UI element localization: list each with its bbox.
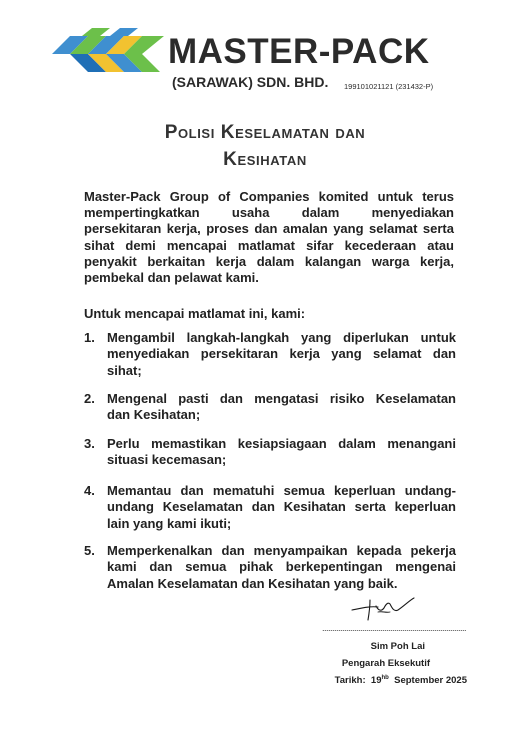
item-line: Amalan Keselamatan dan Kesihatan yang baik.	[107, 575, 398, 591]
intro-line: pembekal dan pelawat kami.	[84, 269, 259, 285]
item-line: situasi kecemasan;	[107, 452, 227, 468]
intro-line: mempertingkatkan usaha dalam menyediakan	[84, 205, 454, 221]
item-number: 2.	[84, 391, 95, 406]
intro-paragraph	[84, 189, 454, 286]
item-line: Perlu memastikan kesiapsiagaan dalam menangani	[107, 436, 456, 451]
item-number: 5.	[84, 543, 95, 558]
date-suffix: hb	[381, 675, 389, 681]
item-line: Mengambil langkah-langkah yang diperlukan untuk	[107, 330, 456, 345]
policy-title-line1: Polisi Keselamatan dan	[164, 122, 366, 143]
policy-title-line2: Kesihatan	[223, 149, 307, 170]
signature-image	[348, 592, 418, 622]
item-number: 4.	[84, 483, 95, 498]
item-number: 1.	[84, 330, 95, 345]
item-line: dan Kesihatan;	[107, 407, 201, 423]
date-day: 19	[370, 675, 382, 687]
signed-date	[0, 675, 467, 686]
item-line: sihat;	[107, 362, 142, 378]
item-line: Mengenal pasti dan mengatasi risiko Keselamatan	[107, 391, 456, 406]
item-line: menyediakan persekitaran kerja yang selamat dan	[107, 346, 456, 362]
item-line: undang Keselamatan dan Kesihatan serta keperluan	[107, 499, 456, 515]
item-line: Memperkenalkan dan menyampaikan kepada pekerja	[107, 543, 456, 558]
date-rest: September 2025	[394, 675, 467, 687]
signer-name: Sim Poh Lai	[370, 641, 425, 652]
item-number: 3.	[84, 436, 95, 451]
signer-role: Pengarah Eksekutif	[341, 658, 430, 669]
item-line: lain yang kami ikuti;	[107, 515, 232, 531]
intro-line: penyakit berkaitan kerja dalam kalangan warga kerja,	[84, 253, 454, 269]
list-lead-text: Untuk mencapai matlamat ini, kami:	[84, 306, 306, 321]
company-logo-icon	[52, 28, 164, 80]
item-line: kami dan semua pihak berkepentingan mengenai	[107, 559, 456, 575]
date-label: Tarikh:	[334, 675, 366, 687]
intro-line: sihat demi mencapai matlamat sifar kecederaan atau	[84, 237, 454, 253]
intro-line: Master-Pack Group of Companies komited untuk terus	[84, 189, 454, 204]
signature-line: ........................................................................	[322, 623, 467, 633]
company-subname: (SARAWAK) SDN. BHD.	[172, 74, 329, 90]
company-registration: 199101021121 (231432-P)	[344, 82, 434, 91]
company-name: MASTER-PACK	[168, 32, 430, 71]
intro-line: persekitaran kerja, proses dan amalan yang selamat serta	[84, 221, 454, 237]
item-line: Memantau dan mematuhi semua keperluan undang-	[107, 483, 456, 498]
